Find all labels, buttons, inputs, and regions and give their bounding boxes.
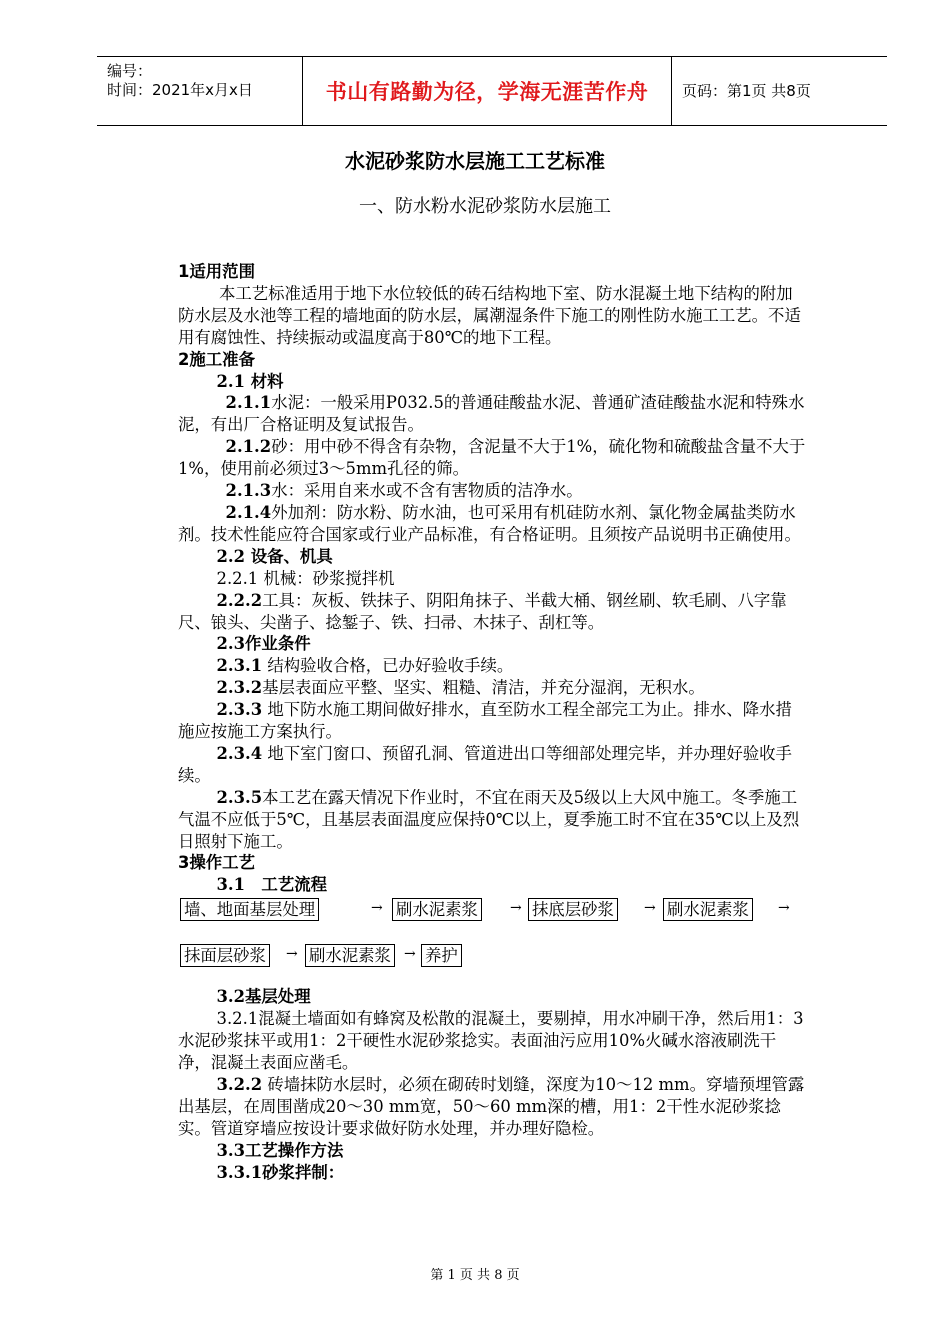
paragraph-2-3-5	[178, 787, 808, 853]
document-title: 水泥砂浆防水层施工工艺标准	[345, 149, 605, 173]
header-page-cell	[672, 57, 887, 125]
section-2-2-heading: 2.2 设备、机具	[216, 546, 333, 566]
page-footer: 第 1 页 共 8 页	[430, 1268, 520, 1283]
paragraph-text: 砂：用中砂不得含有杂物，含泥量不大于1%，硫化物和硫酸盐含量不大于1%，使用前必须过3～5mm孔径的筛。	[178, 437, 806, 479]
flow-step-5: 抹面层砂浆	[180, 944, 270, 967]
section-2-3-heading: 2.3作业条件	[216, 634, 311, 654]
flow-step-3: 抹底层砂浆	[528, 898, 618, 921]
section-2-heading: 2施工准备	[178, 349, 255, 369]
paragraph-number: 2.1.2	[225, 437, 272, 457]
section-1-heading: 1适用范围	[178, 262, 255, 281]
header-info-cell	[97, 57, 303, 125]
paragraph-2-1-4	[178, 502, 808, 546]
flow-arrow: →	[510, 900, 522, 917]
paragraph-number: 2.3.3	[216, 700, 263, 720]
paragraph-number: 2.2.2	[216, 590, 263, 610]
paragraph-2-3-1	[178, 655, 808, 677]
paragraph-2-3-4	[178, 743, 808, 787]
section-3-2-heading: 3.2基层处理	[216, 987, 311, 1007]
section-2-1-heading: 2.1 材料	[216, 371, 284, 391]
flow-step-7: 养护	[421, 944, 462, 967]
flow-arrow: →	[644, 900, 656, 917]
section-1-paragraph: 本工艺标准适用于地下水位较低的砖石结构地下室、防水混凝土地下结构的附加防水层及水池等工程的墙地面的防水层，属潮湿条件下施工的刚性防水施工工艺。不适用有腐蚀性、持续振动或温度高于80℃的地下工程。	[178, 283, 801, 347]
paragraph-number: 2.3.1	[216, 656, 263, 676]
paragraph-text: 砖墙抹防水层时，必须在砌砖时划缝，深度为10～12 mm。穿墙预埋管露出基层，在周围凿成20～30 mm宽，50～60 mm深的槽，用1：2干性水泥砂浆捻实。管道穿墙应按设计要求做好防水处理，并办理好隐检。	[178, 1074, 805, 1138]
paragraph-text: 工具：灰板、铁抹子、阴阳角抹子、半截大桶、钢丝刷、软毛刷、八字靠尺、锒头、尖凿子、捻錾子、铁、扫帚、木抹子、刮杠等。	[178, 590, 787, 632]
paragraph-number: 2.3.2	[216, 678, 263, 698]
paragraph-text: 结构验收合格，已办好验收手续。	[262, 656, 514, 676]
flow-arrow: →	[371, 900, 383, 917]
flow-arrow: →	[778, 900, 790, 917]
paragraph-text: 外加剂：防水粉、防水油，也可采用有机硅防水剂、氯化物金属盐类防水剂。技术性能应符合国家或行业产品标准，有合格证明。且须按产品说明书正确使用。	[178, 502, 801, 544]
paragraph-text: 本工艺在露天情况下作业时，不宜在雨天及5级以上大风中施工。冬季施工气温不应低于5℃，且基层表面温度应保持0℃以上，夏季施工时不宜在35℃以上及烈日照射下施工。	[178, 787, 800, 851]
paragraph-number: 3.2.2	[216, 1074, 263, 1094]
flow-arrow: →	[404, 946, 416, 963]
paragraph-text: 地下室门窗口、预留孔洞、管道进出口等细部处理完毕，并办理好验收手续。	[178, 743, 792, 785]
header-page-label: 页码：第1页 共8页	[682, 82, 811, 100]
paragraph-text: 水：采用自来水或不含有害物质的洁净水。	[271, 481, 583, 501]
flow-step-2: 刷水泥素浆	[392, 898, 482, 921]
document-subtitle: 一、防水粉水泥砂浆防水层施工	[359, 196, 611, 217]
paragraph-2-1-1	[178, 392, 808, 436]
paragraph-text: 水泥：一般采用P032.5的普通硅酸盐水泥、普通矿渣硅酸盐水泥和特殊水泥，有出厂合格证明及复试报告。	[178, 393, 805, 435]
section-3-1-heading: 3.1 工艺流程	[216, 875, 327, 895]
header-motto-cell	[303, 57, 672, 125]
paragraph-2-3-2	[178, 677, 808, 699]
paragraph-number: 2.1.3	[225, 481, 272, 501]
document-number-label: 编号：	[107, 62, 153, 80]
document-time-label: 时间：2021年x月x日	[107, 81, 253, 99]
section-3-3-1-heading: 3.3.1砂浆拌制：	[216, 1162, 345, 1182]
flow-step-6: 刷水泥素浆	[305, 944, 395, 967]
paragraph-2-2-2	[178, 590, 808, 634]
section-3-3-heading: 3.3工艺操作方法	[216, 1140, 344, 1160]
paragraph-text: 地下防水施工期间做好排水，直至防水工程全部完工为止。排水、降水措施应按施工方案执行。	[178, 700, 792, 742]
flow-arrow: →	[286, 946, 298, 963]
process-flow-chart	[178, 898, 808, 986]
paragraph-number: 2.3.5	[216, 787, 263, 807]
paragraph-2-1-2	[178, 436, 808, 480]
header-motto: 书山有路勤为径，学海无涯苦作舟	[325, 80, 649, 104]
flow-step-1: 墙、地面基层处理	[180, 898, 319, 921]
paragraph-2-1-3	[178, 480, 808, 502]
paragraph-number: 2.1.4	[225, 502, 272, 522]
paragraph-3-2-2	[178, 1074, 808, 1140]
paragraph-2-3-3	[178, 699, 808, 743]
paragraph-number: 2.3.4	[216, 743, 263, 763]
flow-step-4: 刷水泥素浆	[663, 898, 753, 921]
paragraph-2-2-1: 2.2.1 机械：砂浆搅拌机	[216, 568, 395, 588]
document-body	[178, 261, 808, 1183]
section-3-heading: 3操作工艺	[178, 853, 255, 873]
paragraph-3-2-1: 3.2.1混凝土墙面如有蜂窝及松散的混凝土，要剔掉，用水冲刷干净，然后用1：3水泥砂浆抹平或用1：2干硬性水泥砂浆捻实。表面油污应用10%火碱水溶液刷洗干净，混凝土表面应凿毛。	[178, 1009, 804, 1072]
paragraph-text: 基层表面应平整、坚实、粗糙、清洁，并充分湿润，无积水。	[262, 678, 705, 698]
paragraph-number: 2.1.1	[225, 393, 272, 413]
header-table	[97, 56, 887, 126]
